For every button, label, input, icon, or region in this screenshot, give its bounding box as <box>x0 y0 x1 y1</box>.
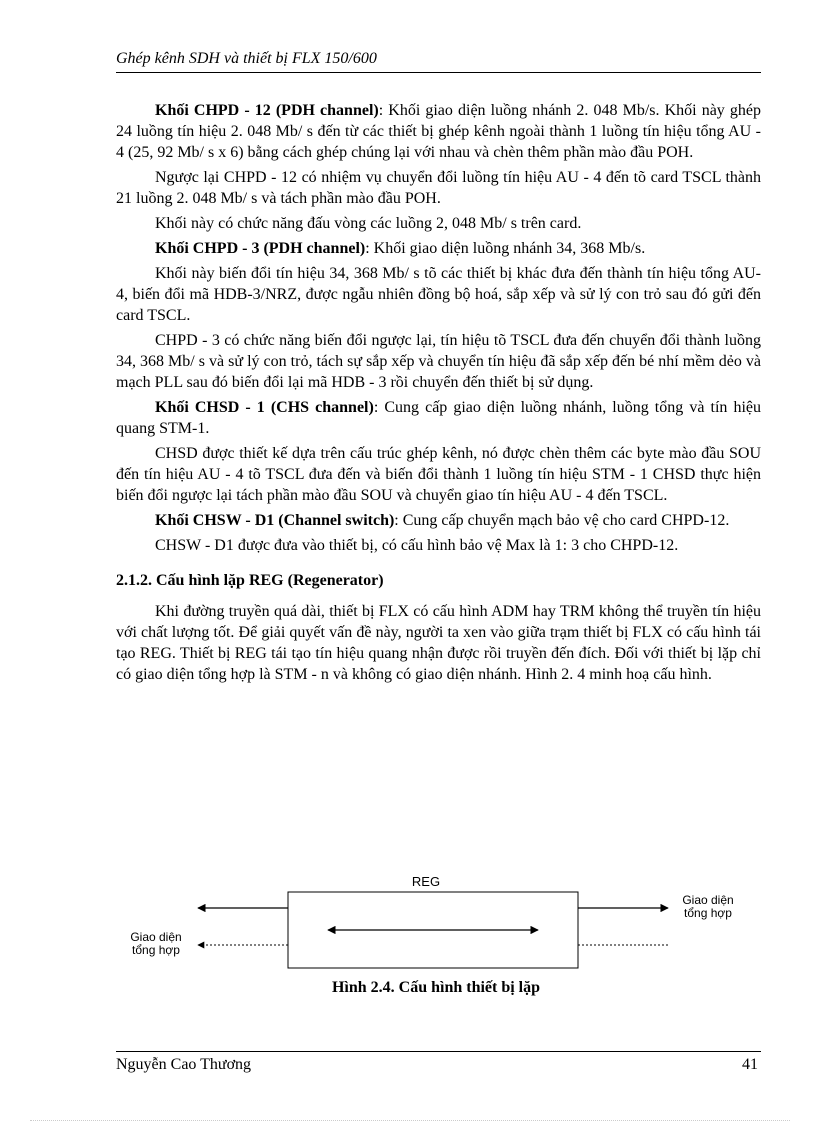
right-label-line2: tổng hợp <box>684 906 732 920</box>
paragraph <box>116 167 761 209</box>
header-rule <box>116 72 761 73</box>
paragraph <box>116 100 761 163</box>
paragraph-text: CHSD được thiết kế dựa trên cấu trúc ghép kênh, nó được chèn thêm các byte mào đầu SOU đến tín hiệu AU - 4 tõ TSCL đưa đến và biến đổi thành 1 luồng tín hiệu STM - 1 CHSD thực hiện biến đổi ngược lại tách phần mào đầu SOU và chuyển giao tín hiệu AU - 4 đến TSCL. <box>116 445 761 504</box>
term-bold: Khối CHSD - 1 (CHS channel) <box>155 399 374 416</box>
paragraph <box>116 330 761 393</box>
paragraph-text: CHSW - D1 được đưa vào thiết bị, có cấu hình bảo vệ Max là 1: 3 cho CHPD-12. <box>155 537 679 554</box>
left-label-line1: Giao diện <box>130 930 182 944</box>
reg-diagram <box>116 870 761 1000</box>
left-label-line2: tổng hợp <box>132 943 180 957</box>
paragraph-text: Khối này có chức năng đấu vòng các luồng 2, 048 Mb/ s trên card. <box>155 215 582 232</box>
paragraph <box>116 263 761 326</box>
section-heading: 2.1.2. Cấu hình lặp REG (Regenerator) <box>116 572 384 589</box>
figure-caption: Hình 2.4. Cấu hình thiết bị lặp <box>331 979 541 996</box>
footer-rule <box>116 1051 761 1052</box>
paragraph-text: Khối này biến đổi tín hiệu 34, 368 Mb/ s tõ các thiết bị khác đưa đến thành tín hiệu tổng AU-4, biến đổi mã HDB-3/NRZ, được ngẫu nhiên đồng bộ hoá, sắp xếp và sử lý con trỏ sau đó gửi đến card TSCL. <box>116 265 761 324</box>
footer-author: Nguyễn Cao Thương <box>116 1056 252 1073</box>
reg-figure <box>116 870 761 1000</box>
paragraph-text: : Khối giao diện luồng nhánh 34, 368 Mb/s. <box>365 240 646 257</box>
paragraph-text: : Khối giao diện luồng nhánh 2. 048 Mb/s. Khối này ghép 24 luồng tín hiệu 2. 048 Mb/ s đến từ các thiết bị ghép kênh ngoài thành 1 luồng tín hiệu tổng AU - 4 (25, 92 Mb/ s x 6) bằng cách ghép chúng lại với nhau và chèn thêm phần mào đầu POH. <box>116 102 762 161</box>
page-edge-dots <box>30 1120 790 1121</box>
paragraph <box>116 238 761 259</box>
page-number: 41 <box>742 1056 758 1073</box>
paragraph <box>116 397 761 439</box>
paragraph-text: : Cung cấp chuyển mạch bảo vệ cho card CHPD-12. <box>394 512 730 529</box>
paragraph <box>116 535 761 556</box>
page-header-title: Ghép kênh SDH và thiết bị FLX 150/600 <box>116 50 377 67</box>
paragraph <box>116 601 761 685</box>
paragraph <box>116 213 761 234</box>
term-bold: Khối CHPD - 12 (PDH channel) <box>155 102 379 119</box>
paragraph <box>116 443 761 506</box>
paragraph <box>116 510 761 531</box>
paragraph-text: Ngược lại CHPD - 12 có nhiệm vụ chuyển đổi luồng tín hiệu AU - 4 đến tõ card TSCL thành 21 luồng 2. 048 Mb/ s và tách phần mào đầu POH. <box>116 169 761 207</box>
right-label-line1: Giao diện <box>682 893 734 907</box>
document-body <box>116 100 761 689</box>
term-bold: Khối CHPD - 3 (PDH channel) <box>155 240 366 257</box>
term-bold: Khối CHSW - D1 (Channel switch) <box>155 512 395 529</box>
paragraph-text: Khi đường truyền quá dài, thiết bị FLX có cấu hình ADM hay TRM không thể truyền tín hiệu với chất lượng tốt. Để giải quyết vấn đề này, người ta xen vào giữa trạm thiết bị FLX có cấu hình tái tạo REG. Thiết bị REG tái tạo tín hiệu quang nhận được rồi truyền đến đích. Đối với thiết bị lặp chỉ có giao diện tổng hợp là STM - n và không có giao diện nhánh. Hình 2. 4 minh hoạ cấu hình. <box>116 603 761 683</box>
paragraph-text: : Cung cấp giao diện luồng nhánh, luồng tổng và tín hiệu quang STM-1. <box>116 399 762 437</box>
reg-label: REG <box>411 874 441 889</box>
paragraph-text: CHPD - 3 có chức năng biến đổi ngược lại, tín hiệu tõ TSCL đưa đến chuyển đổi thành luồng 34, 368 Mb/ s và sử lý con trỏ, tách sự sắp xếp và chuyển tín hiệu đã sắp xếp đến bé nhí mềm dẻo và mạch PLL sau đó biến đổi lại mã HDB - 3 rồi chuyển đến thiết bị sử dụng. <box>116 332 761 391</box>
